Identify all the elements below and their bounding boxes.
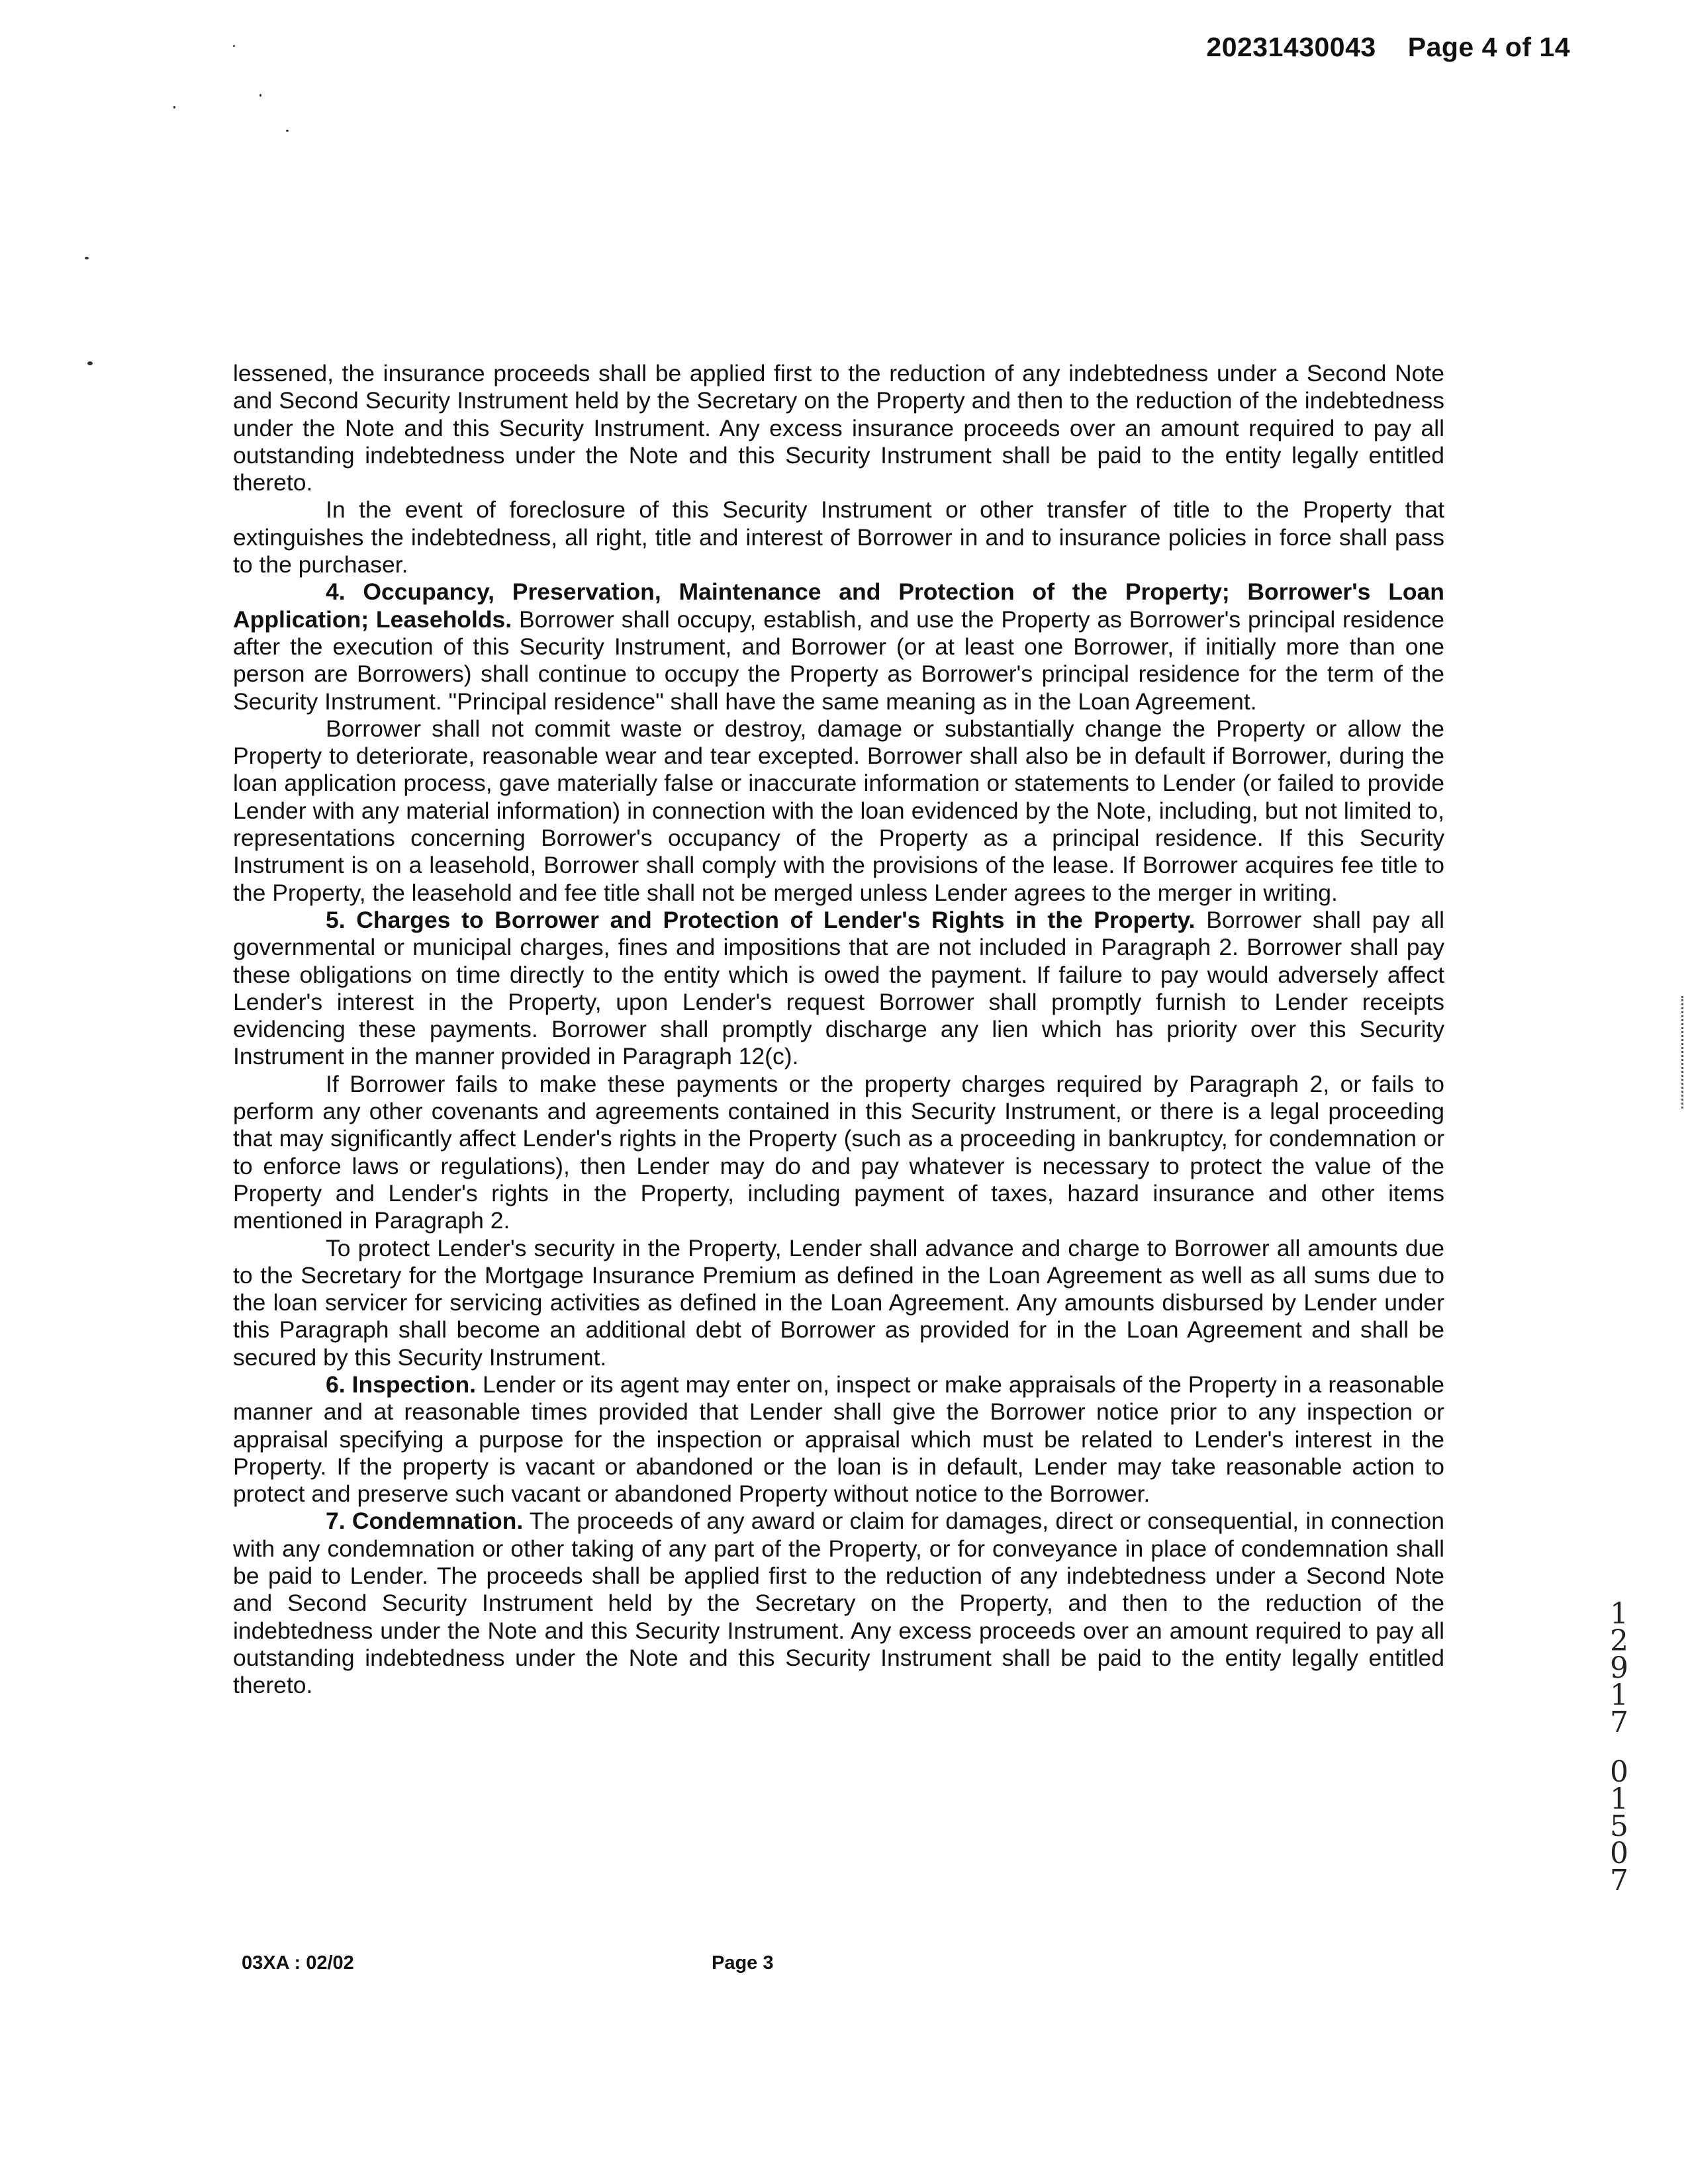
stamp-digit: 2: [1610, 1624, 1628, 1658]
scan-speck: [87, 361, 93, 365]
section-7: [233, 1508, 1444, 1699]
scan-speck: [85, 257, 89, 259]
scan-speck: [233, 45, 235, 47]
section-4: [233, 578, 1444, 715]
section-4-heading: 4. Occupancy, Preservation, Maintenance and Protection of the Property; Borrower's Loan Application; Leaseholds.: [233, 578, 1444, 633]
stamp-digit: 7: [1610, 1864, 1628, 1897]
stamp-digit: 5: [1610, 1809, 1628, 1843]
stamp-digit: 0: [1610, 1837, 1628, 1870]
stamp-digit: 1: [1610, 1782, 1628, 1816]
scan-speck: [173, 106, 175, 109]
paragraph-protect-security: To protect Lender's security in the Property, Lender shall advance and charge to Borrower all amounts due to the Secretary for the Mortgage Insurance Premium as defined in the Loan Agreement as well as all sums due to the loan servicer for servicing activities as defined in the Loan Agreement. Any amounts disbursed by Lender under this Paragraph shall become an additional debt of Borrower as provided for in the Loan Agreement and shall be secured by this Security Instrument.: [233, 1234, 1444, 1371]
section-4-text: Borrower shall occupy, establish, and use the Property as Borrower's principal residence after the execution of this Security Instrument, and Borrower (or at least one Borrower, if initially more than one person are Borrowers) shall continue to occupy the Property as Borrower's principal residence for the term of the Security Instrument. "Principal residence" shall have the same meaning as in the Loan Agreement.: [233, 606, 1444, 715]
side-recording-stamp: [1605, 1597, 1634, 1897]
section-7-heading: 7. Condemnation.: [326, 1508, 524, 1535]
page-number: Page 3: [712, 1952, 774, 1974]
section-6-heading: 6. Inspection.: [326, 1371, 477, 1398]
stamp-digit: 0: [1610, 1755, 1628, 1789]
stamp-digit: 7: [1610, 1706, 1628, 1739]
page-counter: Page 4 of 14: [1407, 32, 1570, 62]
section-5: [233, 907, 1444, 1071]
scan-speck: [259, 94, 261, 97]
scan-edge-mark: [1681, 996, 1686, 1109]
stamp-digit: 1: [1610, 1678, 1628, 1712]
section-5-text: Borrower shall pay all governmental or municipal charges, fines and impositions that are not included in Paragraph 2. Borrower shall pay these obligations on time directly to the entity which is owed the payment. If failure to pay would adversely affect Lender's interest in the Property, upon Lender's request Borrower shall promptly furnish to Lender receipts evidencing these payments. Borrower shall promptly discharge any lien which has priority over this Security Instrument in the manner provided in Paragraph 12(c).: [233, 906, 1444, 1070]
section-7-text: The proceeds of any award or claim for damages, direct or consequential, in connection with any condemnation or other taking of any part of the Property, or for conveyance in place of condemnation shall be paid to Lender. The proceeds shall be applied first to the reduction of any indebtedness under a Second Note and Second Security Instrument held by the Secretary on the Property, and then to the reduction of the indebtedness under the Note and this Security Instrument. Any excess proceeds over an amount required to pay all outstanding indebtedness under the Note and this Security Instrument shall be paid to the entity legally entitled thereto.: [233, 1508, 1444, 1699]
section-5-heading: 5. Charges to Borrower and Protection of Lender's Rights in the Property.: [326, 906, 1196, 933]
paragraph-failure-to-pay: If Borrower fails to make these payments or the property charges required by Paragraph 2, or fails to perform any other covenants and agreements contained in this Security Instrument, or there is a legal proceeding that may significantly affect Lender's rights in the Property (such as a proceeding in bankruptcy, for condemnation or to enforce laws or regulations), then Lender may do and pay whatever is necessary to protect the value of the Property and Lender's rights in the Property, including payment of taxes, hazard insurance and other items mentioned in Paragraph 2.: [233, 1070, 1444, 1234]
page-header: [1206, 32, 1570, 63]
paragraph-insurance-proceeds: lessened, the insurance proceeds shall be applied first to the reduction of any indebtedness under a Second Note and Second Security Instrument held by the Secretary on the Property and then to the reduction of the indebtedness under the Note and this Security Instrument. Any excess insurance proceeds over an amount required to pay all outstanding indebtedness under the Note and this Security Instrument shall be paid to the entity legally entitled thereto.: [233, 360, 1444, 496]
stamp-digit: 9: [1610, 1651, 1628, 1685]
stamp-digit: 1: [1610, 1597, 1628, 1631]
scan-speck: [286, 130, 289, 132]
body-text: [233, 360, 1444, 1700]
document-number: 20231430043: [1206, 32, 1376, 62]
section-6: [233, 1371, 1444, 1508]
paragraph-waste: Borrower shall not commit waste or destroy, damage or substantially change the Property or allow the Property to deteriorate, reasonable wear and tear excepted. Borrower shall also be in default if Borrower, during the loan application process, gave materially false or inaccurate information or statements to Lender (or failed to provide Lender with any material information) in connection with the loan evidenced by the Note, including, but not limited to, representations concerning Borrower's occupancy of the Property as a principal residence. If this Security Instrument is on a leasehold, Borrower shall comply with the provisions of the lease. If Borrower acquires fee title to the Property, the leasehold and fee title shall not be merged unless Lender agrees to the merger in writing.: [233, 715, 1444, 906]
section-6-text: Lender or its agent may enter on, inspect or make appraisals of the Property in a reasonable manner and at reasonable times provided that Lender shall give the Borrower notice prior to any inspection or appraisal specifying a purpose for the inspection or appraisal which must be related to Lender's interest in the Property. If the property is vacant or abandoned or the loan is in default, Lender may take reasonable action to protect and preserve such vacant or abandoned Property without notice to the Borrower.: [233, 1371, 1444, 1508]
form-code: 03XA : 02/02: [242, 1952, 354, 1974]
paragraph-foreclosure: In the event of foreclosure of this Security Instrument or other transfer of title to the Property that extinguishes the indebtedness, all right, title and interest of Borrower in and to insurance policies in force shall pass to the purchaser.: [233, 496, 1444, 578]
